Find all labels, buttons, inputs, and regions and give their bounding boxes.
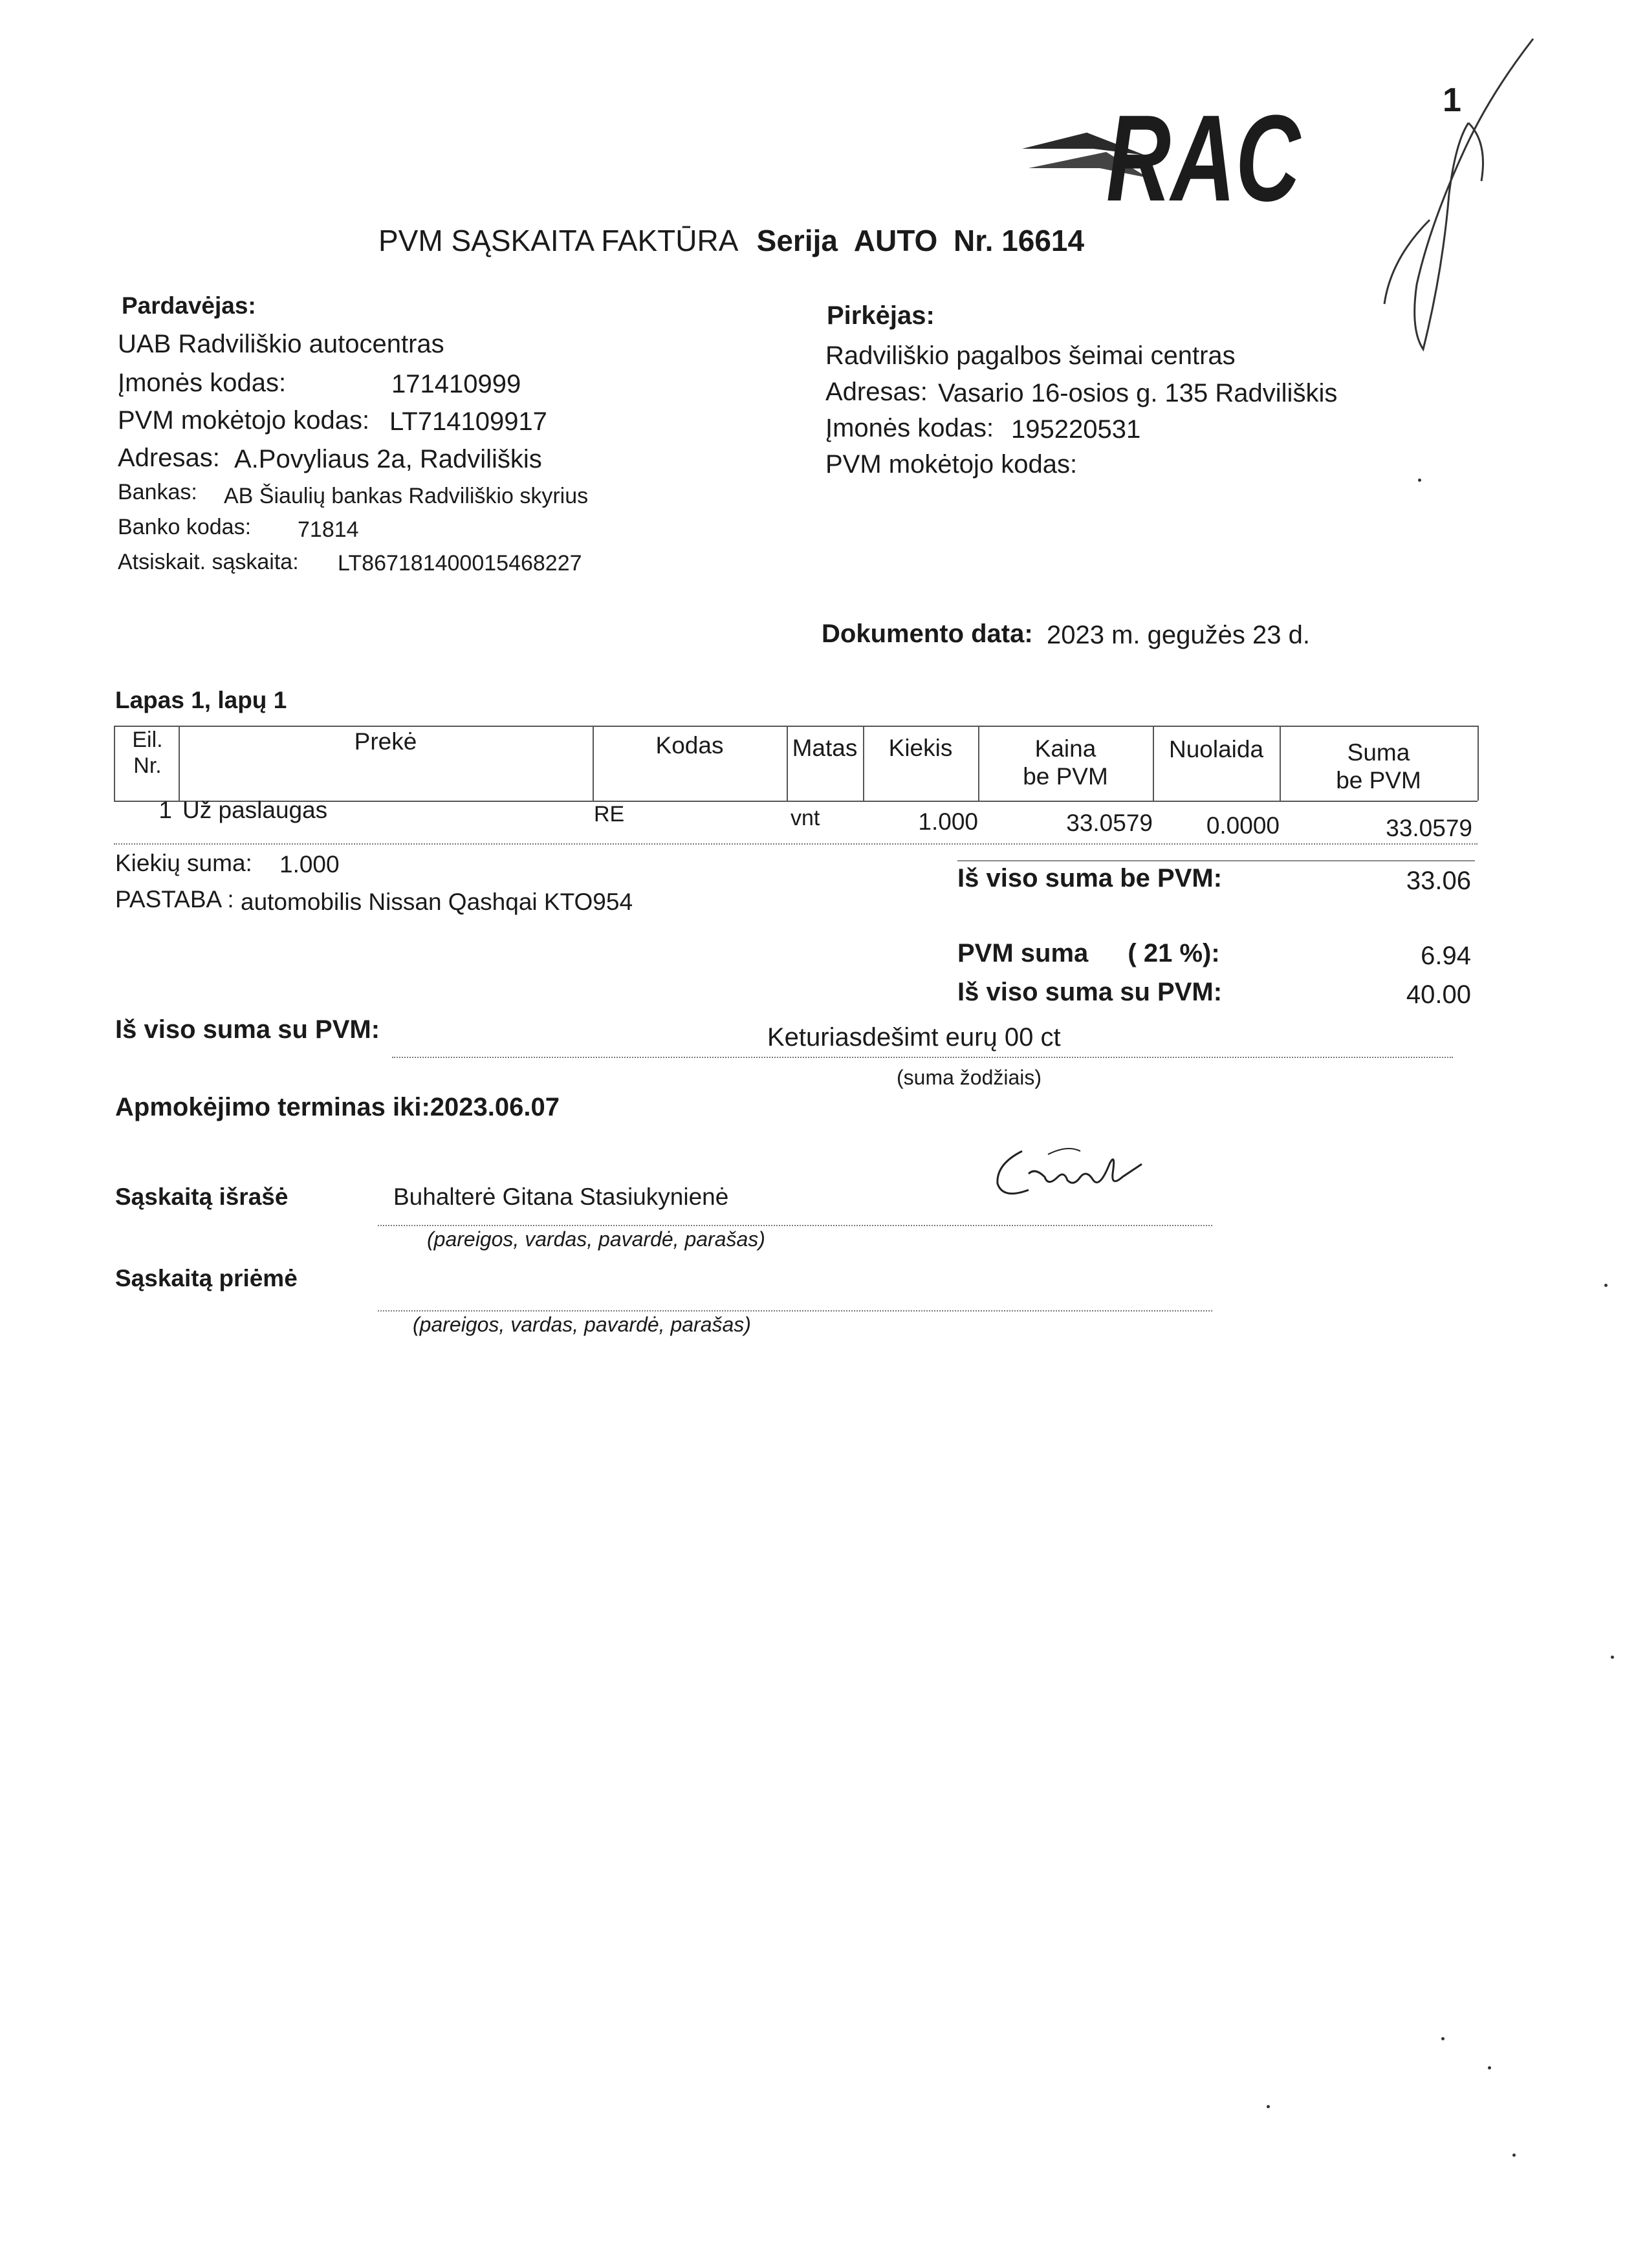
vat-label: PVM suma ( 21 %):: [957, 939, 1220, 967]
words-caption: (suma žodžiais): [897, 1066, 1042, 1089]
row-unit: vnt: [791, 806, 820, 830]
buyer-heading: Pirkėjas:: [827, 301, 935, 330]
seller-bank-label: Bankas:: [118, 480, 197, 504]
seller-address: A.Povyliaus 2a, Radviliškis: [234, 445, 542, 473]
issued-by: Buhalterė Gitana Stasiukynienė: [393, 1183, 729, 1210]
buyer-company-code-label: Įmonės kodas:: [825, 414, 994, 442]
scan-speck: [1512, 2154, 1516, 2157]
corner-mark: 1: [1443, 81, 1461, 119]
scan-speck: [1418, 479, 1421, 482]
rac-logo: [1009, 71, 1320, 227]
col-header-unit: Matas: [792, 735, 858, 761]
page-info: Lapas 1, lapų 1: [115, 687, 287, 713]
scan-speck: [1267, 2105, 1270, 2108]
scan-speck: [1441, 2037, 1445, 2040]
approval-scribble: [1294, 26, 1553, 388]
received-by-caption: (pareigos, vardas, pavardė, parašas): [413, 1313, 751, 1336]
seller-heading: Pardavėjas:: [122, 292, 256, 319]
seller-company-code: 171410999: [391, 370, 521, 398]
col-header-price: Kaina be PVM: [1023, 735, 1108, 790]
words-label: Iš viso suma su PVM:: [115, 1015, 380, 1044]
seller-vat-code: LT714109917: [389, 407, 547, 436]
seller-company-code-label: Įmonės kodas:: [118, 369, 287, 397]
seller-vat-code-label: PVM mokėtojo kodas:: [118, 406, 370, 435]
col-header-item: Prekė: [354, 728, 417, 755]
col-header-sum: Suma be PVM: [1336, 739, 1421, 794]
due-date: 2023.06.07: [430, 1093, 560, 1121]
seller-bank-code-label: Banko kodas:: [118, 515, 252, 539]
seller-address-label: Adresas:: [118, 444, 220, 472]
series-label: Serija: [756, 224, 838, 257]
received-by-label: Sąskaitą priėmė: [115, 1265, 298, 1291]
buyer-address: Vasario 16-osios g. 135 Radviliškis: [938, 379, 1338, 407]
row-qty: 1.000: [918, 808, 978, 835]
scan-speck: [1611, 1656, 1614, 1659]
buyer-vat-code-label: PVM mokėtojo kodas:: [825, 450, 1078, 479]
seller-account: LT867181400015468227: [338, 551, 582, 576]
scan-speck: [1488, 2066, 1491, 2069]
total-gross-label: Iš viso suma su PVM:: [957, 978, 1223, 1006]
amount-in-words: Keturiasdešimt eurų 00 ct: [767, 1023, 1061, 1052]
total-gross: 40.00: [1406, 980, 1471, 1009]
qty-total-label: Kiekių suma:: [115, 850, 252, 876]
row-item: Už paslaugas: [182, 797, 328, 823]
row-no: 1: [158, 797, 172, 823]
seller-bank: AB Šiaulių bankas Radviliškio skyrius: [224, 484, 589, 508]
seller-name: UAB Radviliškio autocentras: [118, 330, 444, 358]
due-label: Apmokėjimo terminas iki:2023.06.07: [115, 1093, 560, 1121]
seller-account-label: Atsiskait. sąskaita:: [118, 550, 299, 574]
row-code: RE: [594, 802, 625, 826]
document-date: 2023 m. gegužės 23 d.: [1047, 621, 1310, 649]
issued-by-label: Sąskaitą išrašė: [115, 1183, 289, 1210]
total-net: 33.06: [1406, 867, 1471, 895]
row-price: 33.0579: [1066, 810, 1153, 836]
scan-speck: [1604, 1284, 1608, 1287]
seller-bank-code: 71814: [298, 517, 359, 542]
document-title: [378, 223, 1084, 258]
total-net-label: Iš viso suma be PVM:: [957, 864, 1223, 892]
number-label: Nr.: [954, 224, 994, 257]
col-header-no: Eil. Nr.: [132, 728, 163, 778]
vat-amount: 6.94: [1421, 942, 1471, 970]
buyer-company-code: 195220531: [1011, 415, 1141, 444]
buyer-address-label: Adresas:: [825, 378, 928, 406]
logo-text: RAC: [1106, 90, 1302, 227]
doc-type: PVM SĄSKAITA FAKTŪRA: [378, 224, 737, 257]
issuer-signature: [983, 1138, 1177, 1209]
qty-total: 1.000: [279, 851, 340, 878]
invoice-number: 16614: [1001, 224, 1085, 257]
issued-by-caption: (pareigos, vardas, pavardė, parašas): [427, 1227, 765, 1251]
note-text: automobilis Nissan Qashqai KTO954: [241, 889, 633, 915]
col-header-discount: Nuolaida: [1168, 736, 1264, 762]
row-discount: 0.0000: [1206, 812, 1280, 839]
col-header-qty: Kiekis: [888, 735, 953, 761]
buyer-name: Radviliškio pagalbos šeimai centras: [825, 341, 1236, 370]
row-sum: 33.0579: [1386, 815, 1472, 841]
note-label: PASTABA :: [115, 886, 234, 913]
series: AUTO: [853, 224, 938, 257]
document-date-label: Dokumento data:: [822, 620, 1033, 648]
col-header-code: Kodas: [655, 732, 724, 759]
